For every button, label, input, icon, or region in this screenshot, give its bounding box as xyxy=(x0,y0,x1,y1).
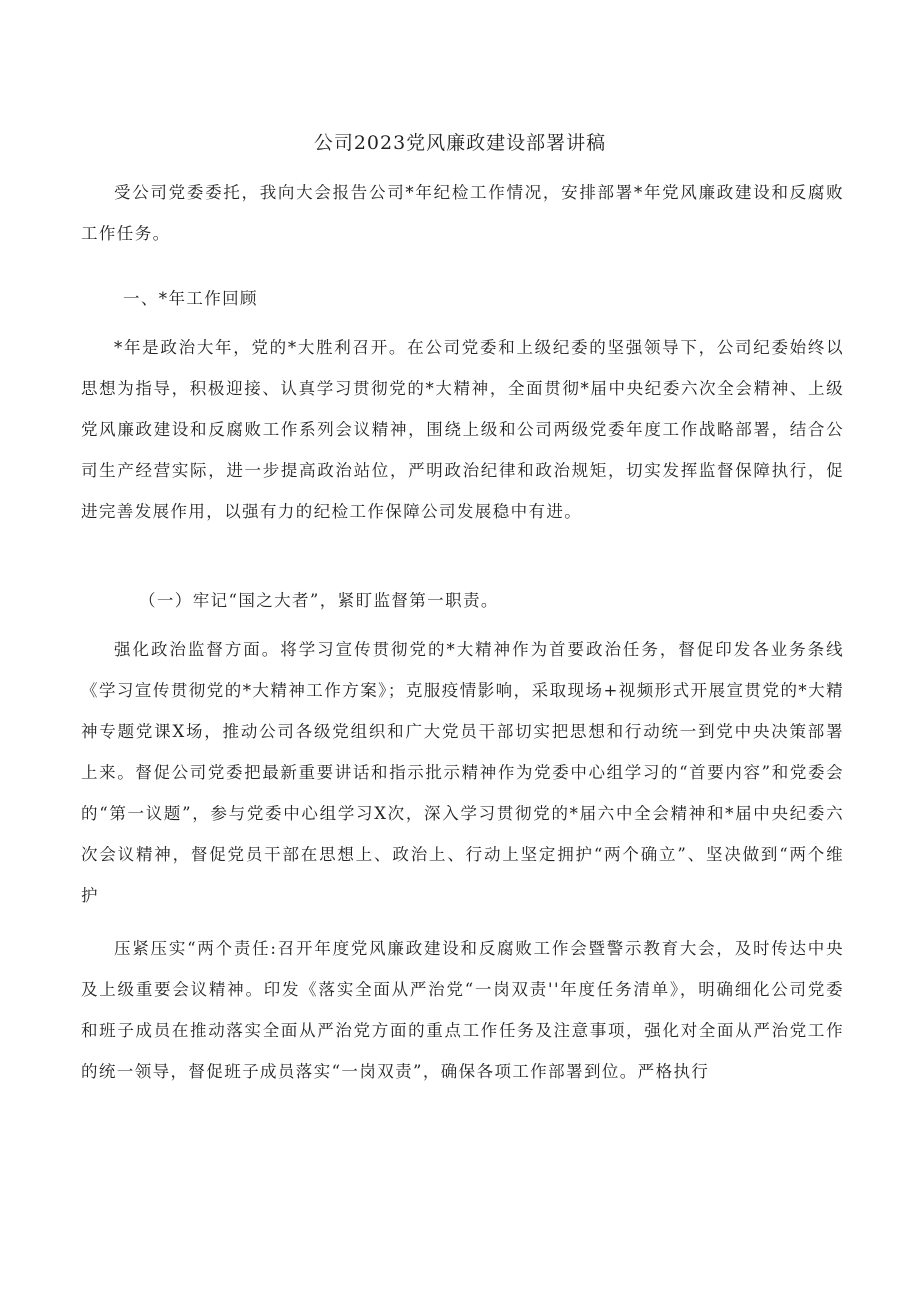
two-responsibilities-paragraph: 压紧压实“两个责任:召开年度党风廉政建设和反腐败工作会暨警示教育大会，及时传达中央及上级重要会议精神。印发《落实全面从严治党“一岗双责''年度任务清单》，明确细化公司党委和班子成员在推动落实全面从严治党方面的重点工作任务及注意事项，强化对全面从严治党工作的统一领导，督促班子成员落实“一岗双责”，确保各项工作部署到位。严格执行 xyxy=(81,939,844,1081)
political-supervision-paragraph: 强化政治监督方面。将学习宣传贯彻党的*大精神作为首要政治任务，督促印发各业务条线《学习宣传贯彻党的*大精神工作方案》；克服疫情影响，采取现场+视频形式开展宣贯党的*大精神专题党课X场，推动公司各级党组织和广大党员干部切实把思想和行动统一到党中央决策部署上来。督促公司党委把最新重要讲话和指示批示精神作为党委中心组学习的“首要内容”和党委会的“第一议题”，参与党委中心组学习X次，深入学习贯彻党的*届六中全会精神和*届中央纪委六次会议精神，督促党员干部在思想上、政治上、行动上坚定拥护“两个确立”、坚决做到“两个维护 xyxy=(81,640,844,905)
review-paragraph: *年是政治大年，党的*大胜利召开。在公司党委和上级纪委的坚强领导下，公司纪委始终以思想为指导，积极迎接、认真学习贯彻党的*大精神，全面贯彻*届中央纪委六次全会精神、上级党风廉政建设和反腐败工作系列会议精神，围绕上级和公司两级党委年度工作战略部署，结合公司生产经营实际，进一步提高政治站位，严明政治纪律和政治规矩，切实发挥监督保障执行，促进完善发展作用，以强有力的纪检工作保障公司发展稳中有进。 xyxy=(81,338,844,521)
section-heading-review: 一、*年工作回顾 xyxy=(123,289,258,308)
intro-paragraph: 受公司党委委托，我向大会报告公司*年纪检工作情况，安排部署*年党风廉政建设和反腐败工作任务。 xyxy=(81,183,844,243)
document-title: 公司2023党风廉政建设部署讲稿 xyxy=(313,132,607,154)
subsection-heading-supervision: （一）牢记“国之大者”，紧盯监督第一职责。 xyxy=(139,591,499,610)
